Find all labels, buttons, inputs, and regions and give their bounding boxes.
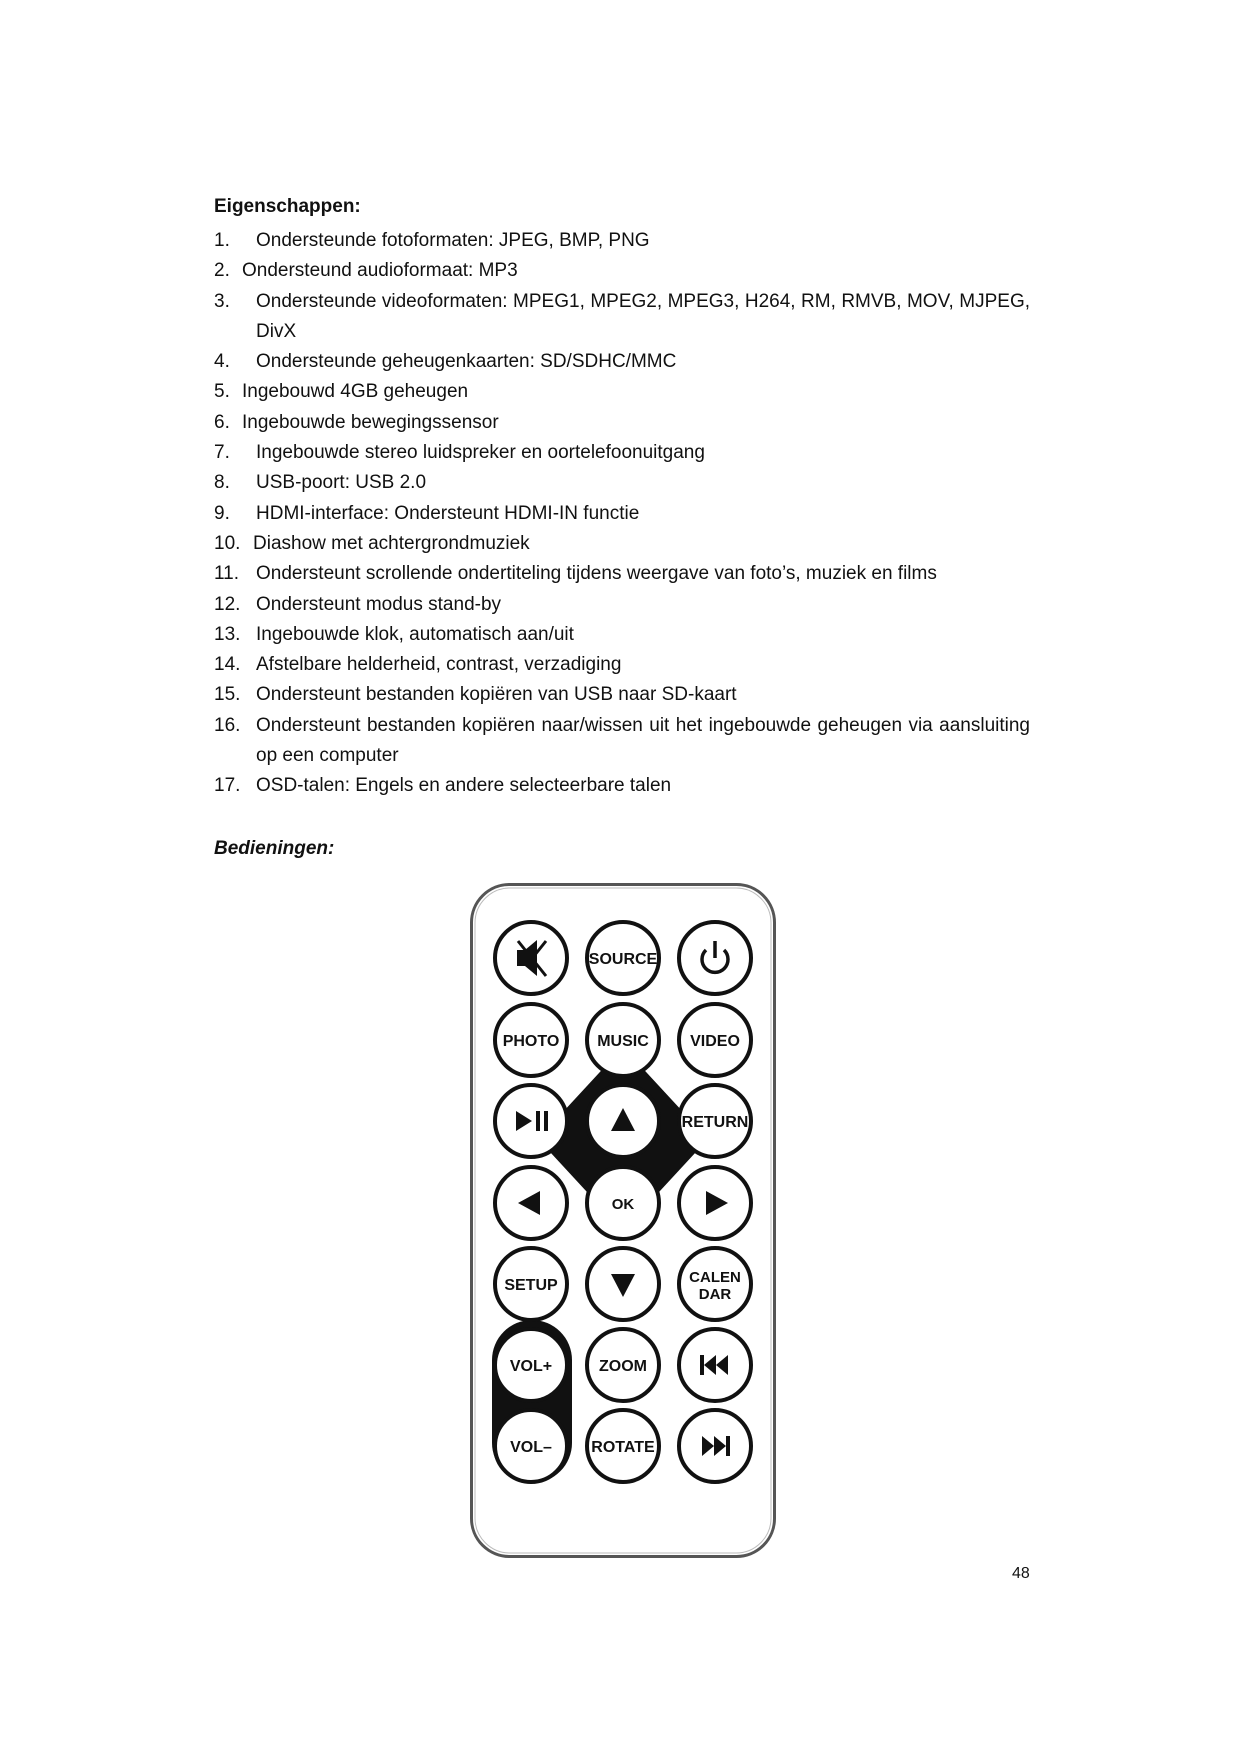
return-label: RETURN (681, 1114, 749, 1131)
list-item (214, 771, 1030, 801)
item-text: Afstelbare helderheid, contrast, verzadiging (256, 654, 622, 676)
remote-control-figure (470, 883, 776, 1558)
list-item (214, 408, 1030, 438)
rotate-label: ROTATE (591, 1439, 655, 1456)
item-number: 11. (214, 563, 240, 585)
item-number: 9. (214, 502, 230, 524)
calendar-label-line1: CALEN (689, 1269, 741, 1286)
item-text: HDMI-interface: Ondersteunt HDMI-IN functie (256, 502, 640, 524)
list-item (214, 468, 1030, 498)
rotate-button[interactable] (587, 1410, 659, 1482)
list-item (214, 226, 1030, 256)
calendar-label-line2: DAR (698, 1286, 732, 1303)
return-button[interactable] (679, 1085, 751, 1157)
item-text: Ingebouwde klok, automatisch aan/uit (256, 623, 574, 645)
previous-button[interactable] (679, 1329, 751, 1401)
up-button[interactable] (587, 1085, 659, 1157)
list-item (214, 287, 1030, 348)
list-item (214, 650, 1030, 680)
mute-button[interactable] (495, 922, 567, 994)
setup-label: SETUP (504, 1277, 558, 1294)
zoom-button[interactable] (587, 1329, 659, 1401)
item-text: Ingebouwde stereo luidspreker en oortelefoonuitgang (256, 442, 705, 464)
list-item (214, 377, 1030, 407)
photo-label: PHOTO (502, 1033, 560, 1050)
item-text: Ondersteunt bestanden kopiëren naar/wissen uit het ingebouwde geheugen via aansluiting op een computer (256, 714, 1030, 767)
left-button[interactable] (495, 1167, 567, 1239)
list-item (214, 711, 1030, 772)
item-text: Diashow met achtergrondmuziek (253, 532, 530, 554)
volume-up-button[interactable] (495, 1329, 567, 1401)
music-button[interactable] (587, 1004, 659, 1076)
item-number: 15. (214, 684, 241, 706)
item-text: Ondersteund audioformaat: MP3 (242, 260, 518, 282)
video-button[interactable] (679, 1004, 751, 1076)
item-text: Ingebouwd 4GB geheugen (242, 381, 469, 403)
photo-button[interactable] (495, 1004, 567, 1076)
volume-up-label: VOL+ (509, 1358, 553, 1375)
item-text: Ondersteunde videoformaten: MPEG1, MPEG2, MPEG3, H264, RM, RMVB, MOV, MJPEG, DivX (256, 290, 1030, 342)
item-text: USB-poort: USB 2.0 (256, 472, 427, 494)
zoom-label: ZOOM (599, 1358, 647, 1375)
list-item (214, 559, 1030, 589)
controls-heading: Bedieningen: (214, 838, 335, 859)
source-label: SOURCE (588, 951, 658, 968)
features-heading: Eigenschappen: (214, 196, 361, 217)
item-number: 12. (214, 593, 241, 615)
list-item (214, 347, 1030, 377)
features-list (214, 226, 1030, 802)
item-number: 8. (214, 472, 230, 494)
setup-button[interactable] (495, 1248, 567, 1320)
down-button[interactable] (587, 1248, 659, 1320)
list-item (214, 256, 1030, 286)
item-text: Ondersteunt bestanden kopiëren van USB naar SD-kaart (256, 684, 737, 706)
list-item (214, 529, 1030, 559)
item-number: 2. (214, 260, 230, 282)
next-button[interactable] (679, 1410, 751, 1482)
list-item (214, 499, 1030, 529)
right-button[interactable] (679, 1167, 751, 1239)
source-button[interactable] (587, 922, 659, 994)
item-number: 5. (214, 381, 230, 403)
list-item (214, 620, 1030, 650)
item-number: 1. (214, 230, 230, 251)
list-item (214, 438, 1030, 468)
item-text: Ondersteunt modus stand-by (256, 593, 502, 615)
item-number: 14. (214, 654, 241, 676)
item-number: 7. (214, 442, 230, 464)
item-number: 13. (214, 623, 241, 645)
volume-down-label: VOL– (510, 1439, 552, 1456)
power-button[interactable] (679, 922, 751, 994)
list-item (214, 590, 1030, 620)
item-number: 16. (214, 714, 241, 736)
item-text: Ingebouwde bewegingssensor (242, 411, 499, 433)
item-text: Ondersteunde fotoformaten: JPEG, BMP, PNG (256, 230, 650, 251)
page-number: 48 (1012, 1565, 1030, 1582)
volume-down-button[interactable] (495, 1410, 567, 1482)
item-text: Ondersteunt scrollende ondertiteling tijdens weergave van foto’s, muziek en films (256, 563, 937, 585)
item-text: OSD-talen: Engels en andere selecteerbare talen (256, 775, 672, 797)
item-number: 10. (214, 532, 241, 554)
music-label: MUSIC (597, 1033, 649, 1050)
play-pause-button[interactable] (495, 1085, 567, 1157)
item-number: 3. (214, 290, 230, 312)
item-number: 17. (214, 775, 241, 797)
video-label: VIDEO (690, 1033, 740, 1050)
list-item (214, 680, 1030, 710)
item-number: 4. (214, 351, 230, 373)
calendar-button[interactable] (679, 1248, 751, 1320)
ok-button[interactable] (587, 1167, 659, 1239)
item-number: 6. (214, 411, 230, 433)
item-text: Ondersteunde geheugenkaarten: SD/SDHC/MMC (256, 351, 677, 373)
ok-label: OK (611, 1196, 635, 1213)
